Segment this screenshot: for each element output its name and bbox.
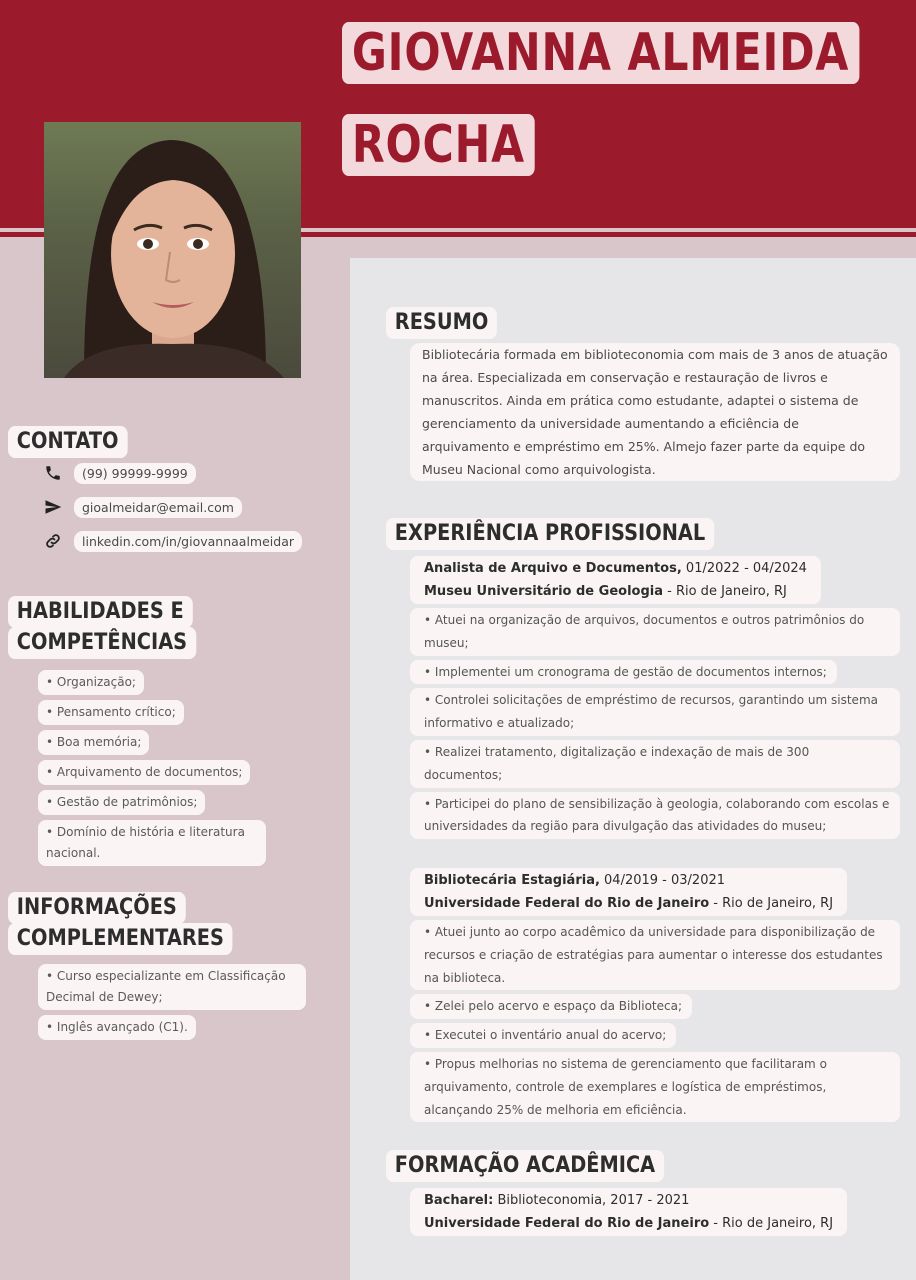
job-entry bbox=[410, 556, 900, 843]
job-header bbox=[410, 868, 847, 916]
linkedin-link[interactable]: linkedin.com/in/giovannaalmeidar bbox=[74, 531, 302, 552]
job-header bbox=[410, 556, 821, 604]
job-bullets bbox=[410, 920, 900, 1122]
job-period: 01/2022 - 04/2024 bbox=[681, 561, 807, 576]
job-bullet: • Controlei solicitações de empréstimo de recursos, garantindo um sistema informativo e atualizado; bbox=[410, 688, 900, 736]
contact-email bbox=[42, 496, 242, 518]
job-bullet: • Atuei junto ao corpo acadêmico da universidade para disponibilização de recursos e criação de estratégias para aumentar o interesse dos estudantes na biblioteca. bbox=[410, 920, 900, 990]
link-icon bbox=[42, 530, 64, 552]
portrait-illustration bbox=[44, 122, 301, 378]
skills-list bbox=[38, 670, 308, 871]
education-org: Universidade Federal do Rio de Janeiro bbox=[424, 1216, 710, 1231]
skill-item: • Domínio de história e literatura nacional. bbox=[38, 820, 266, 866]
skill-item: • Boa memória; bbox=[38, 730, 149, 755]
job-bullets bbox=[410, 608, 900, 839]
extra-item: • Curso especializante em Classificação Decimal de Dewey; bbox=[38, 964, 306, 1010]
education-course: Biblioteconomia, 2017 - 2021 bbox=[493, 1193, 690, 1208]
education-entry bbox=[410, 1188, 900, 1236]
job-location: - Rio de Janeiro, RJ bbox=[663, 584, 787, 599]
contact-linkedin bbox=[42, 530, 302, 552]
job-bullet: • Implementei um cronograma de gestão de documentos internos; bbox=[410, 660, 837, 685]
skill-item: • Arquivamento de documentos; bbox=[38, 760, 250, 785]
phone-icon bbox=[42, 462, 64, 484]
extra-title-line-2: COMPLEMENTARES bbox=[8, 923, 233, 955]
extra-title-line-1: INFORMAÇÕES bbox=[8, 892, 186, 924]
extra-list bbox=[38, 964, 308, 1045]
education-location: - Rio de Janeiro, RJ bbox=[709, 1216, 834, 1231]
education-degree: Bacharel: bbox=[424, 1193, 494, 1208]
job-bullet: • Propus melhorias no sistema de gerenciamento que facilitaram o arquivamento, controle de exemplares e logística de empréstimos, alcançando 25% de melhoria em eficiência. bbox=[410, 1052, 900, 1122]
education-title: FORMAÇÃO ACADÊMICA bbox=[386, 1150, 664, 1182]
name-line-1: GIOVANNA ALMEIDA bbox=[342, 22, 859, 84]
job-period: 04/2019 - 03/2021 bbox=[599, 873, 726, 888]
name-line-2: ROCHA bbox=[342, 114, 535, 176]
job-entry bbox=[410, 868, 900, 1126]
send-icon bbox=[42, 496, 64, 518]
job-bullet: • Participei do plano de sensibilização à geologia, colaborando com escolas e universidades da região para divulgação das atividades do museu; bbox=[410, 792, 900, 840]
job-bullet: • Atuei na organização de arquivos, documentos e outros patrimônios do museu; bbox=[410, 608, 900, 656]
summary-text: Bibliotecária formada em biblioteconomia com mais de 3 anos de atuação na área. Especializada em conservação e restauração de livros e manuscritos. Ainda em prática como estudante, adaptei o sistema de gerenciamento da universidade aumentando a eficiência de arquivamento e empréstimo em 25%. Almejo fazer parte da equipe do Museu Nacional como arquivologista. bbox=[410, 343, 900, 481]
job-role: Bibliotecária Estagiária, bbox=[424, 873, 600, 888]
summary-title: RESUMO bbox=[386, 307, 497, 339]
job-role: Analista de Arquivo e Documentos, bbox=[424, 561, 682, 576]
experience-title: EXPERIÊNCIA PROFISSIONAL bbox=[386, 518, 714, 550]
education-header bbox=[410, 1188, 847, 1236]
job-location: - Rio de Janeiro, RJ bbox=[709, 896, 834, 911]
skills-title-line-2: COMPETÊNCIAS bbox=[8, 627, 196, 659]
job-org: Museu Universitário de Geologia bbox=[424, 584, 663, 599]
skills-title-line-1: HABILIDADES E bbox=[8, 596, 193, 628]
skill-item: • Gestão de patrimônios; bbox=[38, 790, 205, 815]
skill-item: • Organização; bbox=[38, 670, 144, 695]
job-bullet: • Realizei tratamento, digitalização e indexação de mais de 300 documentos; bbox=[410, 740, 900, 788]
job-org: Universidade Federal do Rio de Janeiro bbox=[424, 896, 710, 911]
email-link[interactable]: gioalmeidar@email.com bbox=[74, 497, 242, 518]
job-bullet: • Zelei pelo acervo e espaço da Biblioteca; bbox=[410, 994, 692, 1019]
phone-text: (99) 99999-9999 bbox=[74, 463, 196, 484]
skill-item: • Pensamento crítico; bbox=[38, 700, 184, 725]
job-bullet: • Executei o inventário anual do acervo; bbox=[410, 1023, 676, 1048]
contact-title: CONTATO bbox=[8, 426, 127, 458]
contact-phone bbox=[42, 462, 196, 484]
profile-photo bbox=[44, 122, 301, 378]
extra-item: • Inglês avançado (C1). bbox=[38, 1015, 196, 1040]
